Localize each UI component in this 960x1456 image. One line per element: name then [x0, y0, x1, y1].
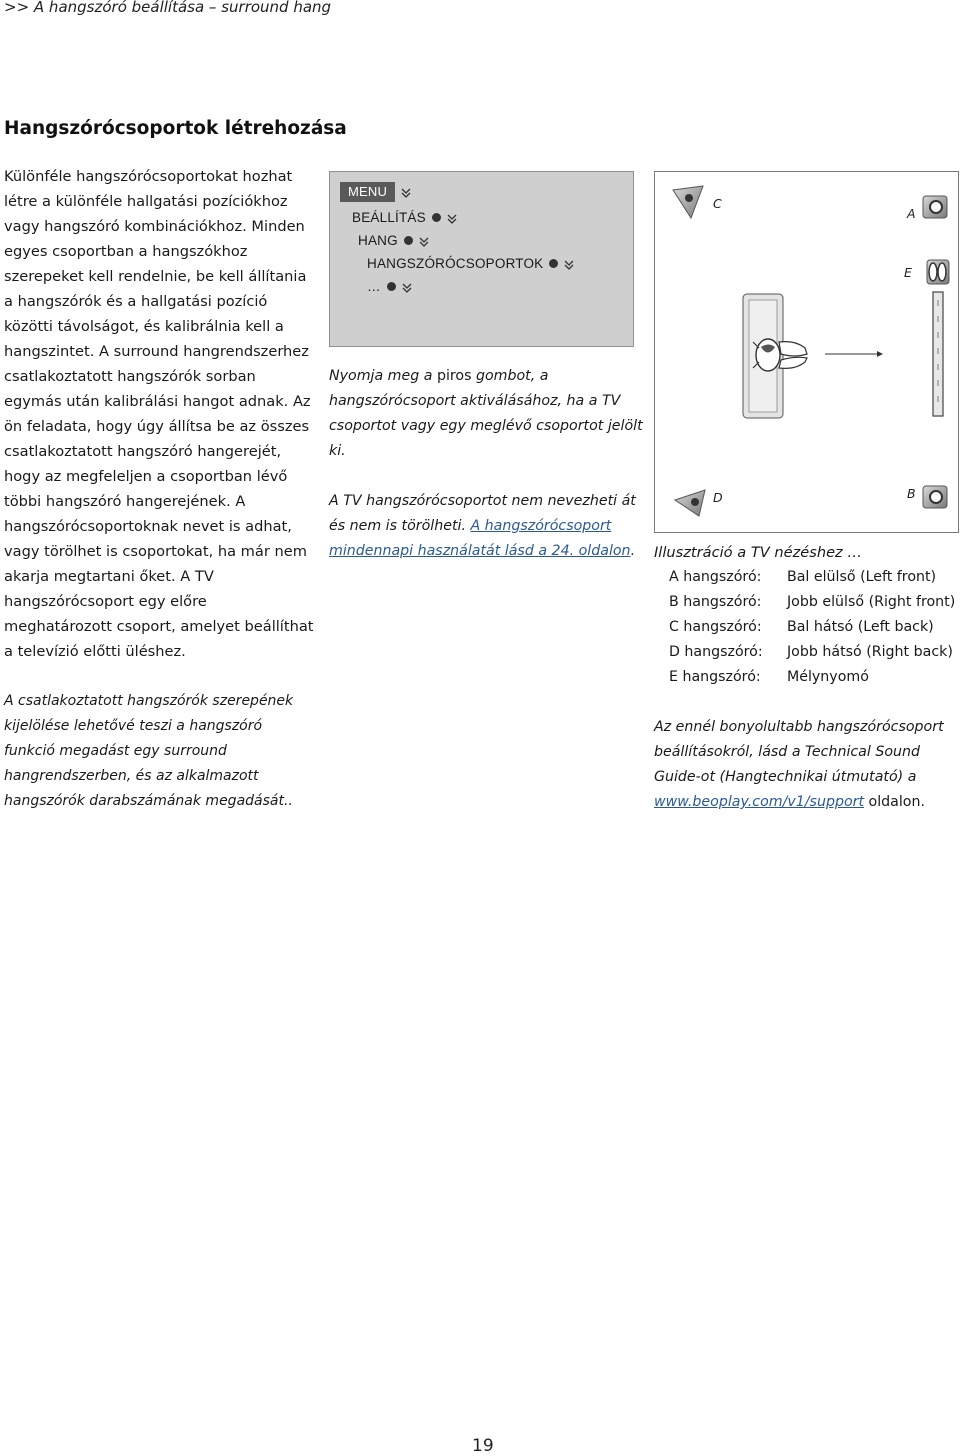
- menu-row-sound: [358, 233, 431, 248]
- subwoofer-e-icon: [927, 260, 949, 284]
- speaker-e-label: E: [904, 265, 912, 280]
- note-text: oldalon.: [864, 794, 925, 810]
- legend-row: [654, 590, 960, 615]
- legend-value: Bal hátsó (Left back): [787, 619, 934, 635]
- instruction-text: gombot, a hangszórócsoport aktiválásához, ha a TV csoportot vagy egy meglévő csoportot jelölt ki.: [329, 368, 643, 459]
- speaker-c-label: C: [713, 196, 722, 211]
- room-illustration: [655, 172, 960, 534]
- tv-screen-icon: [933, 292, 943, 416]
- instruction-text: Nyomja meg a: [329, 368, 437, 384]
- viewer-figure-icon: [753, 339, 807, 371]
- menu-item-label: …: [367, 279, 381, 294]
- menu-row-ellipsis: [367, 279, 414, 294]
- menu-item-label: HANGSZÓRÓCSOPORTOK: [367, 256, 544, 271]
- tv-group-note: [329, 489, 644, 564]
- select-dot-icon: [404, 236, 413, 245]
- menu-row-speaker-groups: [367, 256, 576, 271]
- red-button-label: piros: [436, 368, 472, 384]
- instructions-column: [329, 364, 644, 564]
- speaker-a-icon: [923, 196, 947, 218]
- down-chevron-icon: [400, 280, 414, 294]
- speaker-c-icon: [673, 186, 703, 218]
- select-dot-icon: [387, 282, 396, 291]
- down-chevron-icon: [417, 234, 431, 248]
- menu-row-menu: [340, 182, 413, 202]
- legend-row: [654, 665, 960, 690]
- technical-guide-note: [654, 715, 960, 815]
- page-number: 19: [472, 1436, 494, 1456]
- down-chevron-icon: [562, 257, 576, 271]
- down-chevron-icon: [399, 185, 413, 199]
- intro-paragraph: Különféle hangszórócsoportokat hozhat létre a különféle hallgatási pozíciókhoz vagy hangszóró kombinációkhoz. Minden egyes csoportban a hangszókhoz szerepeket kell rendelnie, be kell állítania a hangszórók és a hallgatási pozíció közötti távolságot, és kalibrálnia kell a hangszintet. A surround hangrendszerhez csatlakoztatott hangszórók sorban egymás után kalibrálási hangot adnak. Az ön feladata, hogy úgy állítsa be az összes csatlakoztatott hangszóró hangerejét, hogy az megfeleljen a csoportban lévő többi hangszóró hangerejének. A hangszórócsoportoknak nevet is adhat, vagy törölhet is csoportokat, ha már nem akarja megtartani őket. A TV hangszórócsoport egy előre meghatározott csoport, amelyet beállíthat a televízió előtti üléshez.: [4, 168, 314, 660]
- legend-key: E hangszóró:: [669, 669, 761, 685]
- support-link[interactable]: www.beoplay.com/v1/support: [654, 794, 865, 810]
- menu-row-setup: [352, 210, 459, 225]
- roles-note: A csatlakoztatott hangszórók szerepének kijelölése lehetővé teszi a hangszóró funkció megadást egy surround hangrendszerben, és az alkalmazott hangszórók darabszámának megadását..: [4, 693, 294, 809]
- note-text: A TV hangszórócsoportot nem nevezheti át és nem is törölheti.: [329, 493, 636, 534]
- legend-value: Jobb elülső (Right front): [787, 594, 956, 610]
- legend-row: [654, 565, 960, 590]
- select-dot-icon: [549, 259, 558, 268]
- legend-value: Bal elülső (Left front): [787, 569, 937, 585]
- note-text: Az ennél bonyolultabb hangszórócsoport beállításokról, lásd a Technical Sound Guide-ot (Hangtechnikai útmutató) a: [654, 719, 944, 785]
- speaker-d-icon: [675, 490, 705, 516]
- section-title: Hangszórócsoportok létrehozása: [4, 118, 347, 139]
- legend-key: A hangszóró:: [669, 569, 762, 585]
- speaker-a-label: A: [907, 206, 916, 221]
- legend-key: B hangszóró:: [669, 594, 762, 610]
- activate-instruction: [329, 364, 644, 464]
- menu-path-box: [329, 171, 634, 347]
- select-dot-icon: [432, 213, 441, 222]
- down-chevron-icon: [445, 211, 459, 225]
- speaker-d-label: D: [713, 490, 723, 505]
- speaker-layout-diagram: [654, 171, 959, 533]
- speaker-b-icon: [923, 486, 947, 508]
- illustration-caption: Illusztráció a TV nézéshez …: [654, 544, 862, 561]
- legend-row: [654, 615, 960, 640]
- speaker-legend: [654, 565, 960, 690]
- illustration-legend-column: [654, 540, 960, 829]
- intro-column: [4, 164, 316, 814]
- legend-row: [654, 640, 960, 665]
- menu-item-label: BEÁLLÍTÁS: [352, 210, 426, 225]
- note-text: .: [630, 543, 636, 559]
- legend-value: Mélynyomó: [787, 669, 869, 685]
- viewing-direction-arrow: [825, 351, 883, 357]
- legend-key: D hangszóró:: [669, 644, 763, 660]
- breadcrumb: >> A hangszóró beállítása – surround hang: [4, 0, 332, 16]
- menu-item-label: HANG: [358, 233, 398, 248]
- menu-button-label: MENU: [340, 182, 395, 202]
- speaker-b-label: B: [907, 486, 916, 501]
- legend-key: C hangszóró:: [669, 619, 762, 635]
- daily-use-link[interactable]: A hangszórócsoport mindennapi használatát lásd a 24. oldalon: [329, 518, 631, 559]
- legend-value: Jobb hátsó (Right back): [787, 644, 953, 660]
